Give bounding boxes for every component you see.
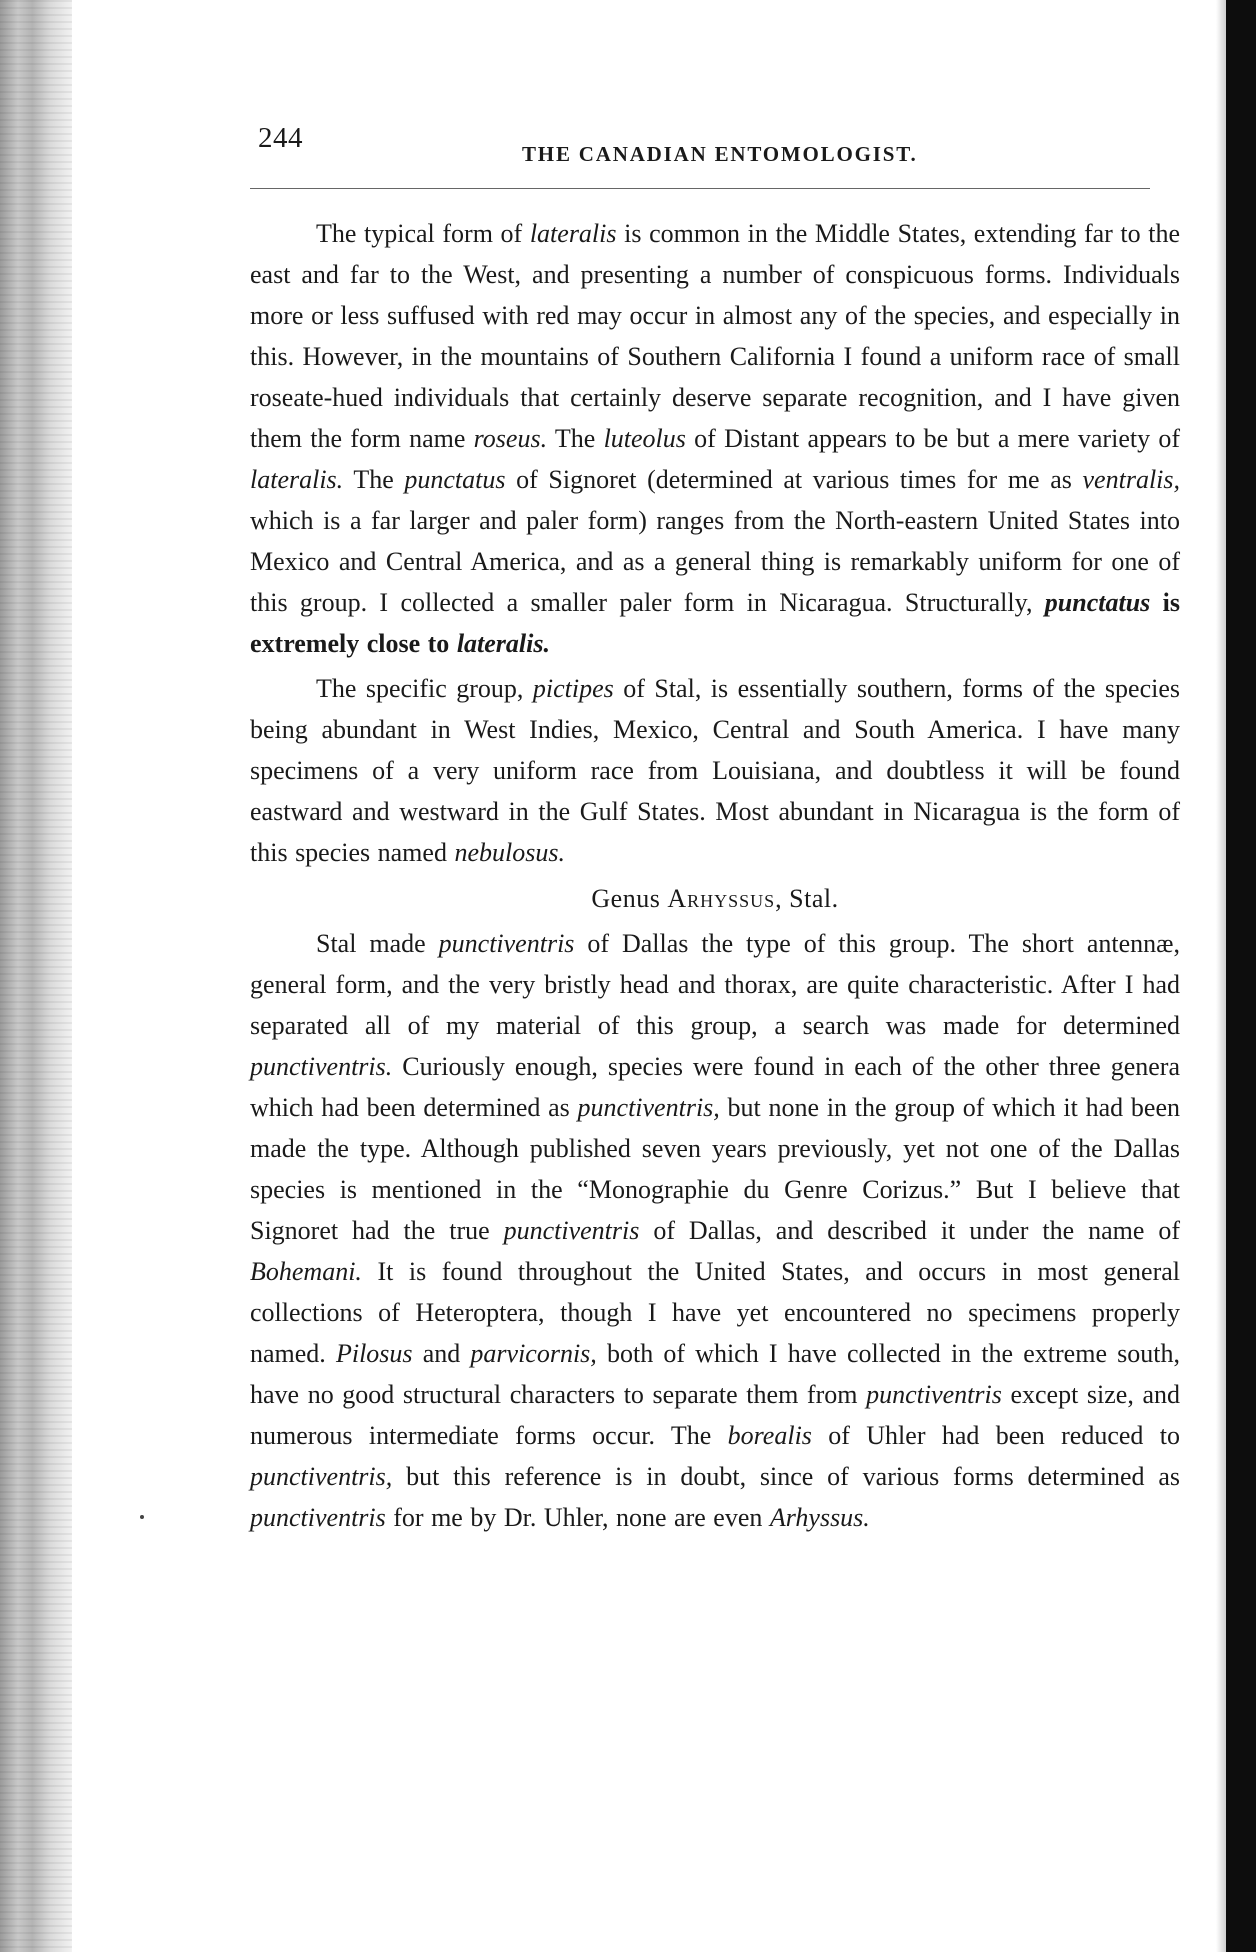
species-name: borealis <box>727 1421 812 1450</box>
species-name: pictipes <box>532 674 614 703</box>
species-name: ventralis, <box>1082 465 1181 494</box>
page-edge-shadow <box>1216 0 1226 1952</box>
species-name: parvicornis, <box>470 1339 597 1368</box>
species-name: lateralis <box>529 219 617 248</box>
paragraph-pictipes <box>250 668 1180 873</box>
running-head <box>250 118 1180 164</box>
species-name: punctiventris <box>866 1380 1002 1409</box>
scan-speck <box>140 1515 144 1519</box>
page-content <box>250 118 1180 1542</box>
species-name: Bohemani. <box>250 1257 362 1286</box>
species-name: punctiventris, <box>577 1093 720 1122</box>
book-spine-gutter <box>0 0 72 1952</box>
species-name: punctiventris <box>438 929 575 958</box>
paragraph-text: The specific group, pictipes of Stal, is essentially southern, forms of the species being abundant in West Indies, Mexico, Central and South America. I have many specimens of a very uniform race from Louisiana, and doubtless it will be found eastward and westward in the Gulf States. Most abundant in Nicaragua is the form of this species named nebulosus. <box>250 674 1180 867</box>
species-name: nebulosus. <box>454 838 565 867</box>
genus-heading: Genus Arhyssus, Stal. <box>591 884 839 913</box>
species-name: Pilosus <box>335 1339 413 1368</box>
species-name: punctiventris <box>503 1216 640 1245</box>
genus-name: Arhyssus <box>667 884 776 913</box>
header-rule <box>250 188 1150 191</box>
species-name: luteolus <box>603 424 686 453</box>
species-name: Arhyssus. <box>769 1503 870 1532</box>
paragraph-text: Stal made punctiventris of Dallas the type of this group. The short antennæ, general form, and the very bristly head and thorax, are quite characteristic. After I had separated all of my material of this group, a search was made for determined punctiventris. Curiously enough, species were found in each of the other three genera which had been determined as punctiventris, but none in the group of which it had been made the type. Although published seven years previously, yet not one of the Dallas species is mentioned in the “Monographie du Genre Corizus.” But I believe that Signoret had the true punctiventris of Dallas, and described it under the name of Bohemani. It is found throughout the United States, and occurs in most general collections of Heteroptera, though I have yet encountered no specimens properly named. Pilosus and parvicornis, both of which I have collected in the extreme south, have no good structural characters to separate them from punctiventris except size, and numerous intermediate forms occur. The borealis of Uhler had been reduced to punctiventris, but this reference is in doubt, since of various forms determined as punctiventris for me by Dr. Uhler, none are even Arhyssus. <box>250 929 1181 1532</box>
page-edge-dark <box>1226 0 1256 1952</box>
species-name: roseus. <box>473 424 548 453</box>
species-name: punctatus <box>1044 588 1151 617</box>
article-body <box>250 213 1180 1538</box>
species-name: punctiventris. <box>250 1052 393 1081</box>
species-name: lateralis. <box>250 465 344 494</box>
journal-title: THE CANADIAN ENTOMOLOGIST. <box>522 142 918 166</box>
paragraph-lateralis <box>250 213 1180 664</box>
paragraph-text: The typical form of lateralis is common in the Middle States, extending far to the east and far to the West, and presenting a number of conspicuous forms. Individuals more or less suffused with red may occur in almost any of the species, and especially in this. However, in the mountains of Southern California I found a uniform race of small roseate-hued individuals that certainly deserve separate recognition, and I have given them the form name roseus. The luteolus of Distant appears to be but a mere variety of lateralis. The punctatus of Signoret (determined at various times for me as ventralis, which is a far larger and paler form) ranges from the North-eastern United States into Mexico and Central America, and as a general thing is remarkably uniform for one of this group. I collected a smaller paler form in Nicaragua. Structurally, punctatus is extremely close to lateralis. <box>250 219 1181 658</box>
paragraph-arhyssus <box>250 923 1180 1538</box>
species-name: lateralis. <box>456 629 550 658</box>
species-name: punctiventris, <box>250 1462 393 1491</box>
species-name: punctatus <box>404 465 506 494</box>
page-number: 244 <box>258 122 303 154</box>
species-name: punctiventris <box>250 1503 386 1532</box>
